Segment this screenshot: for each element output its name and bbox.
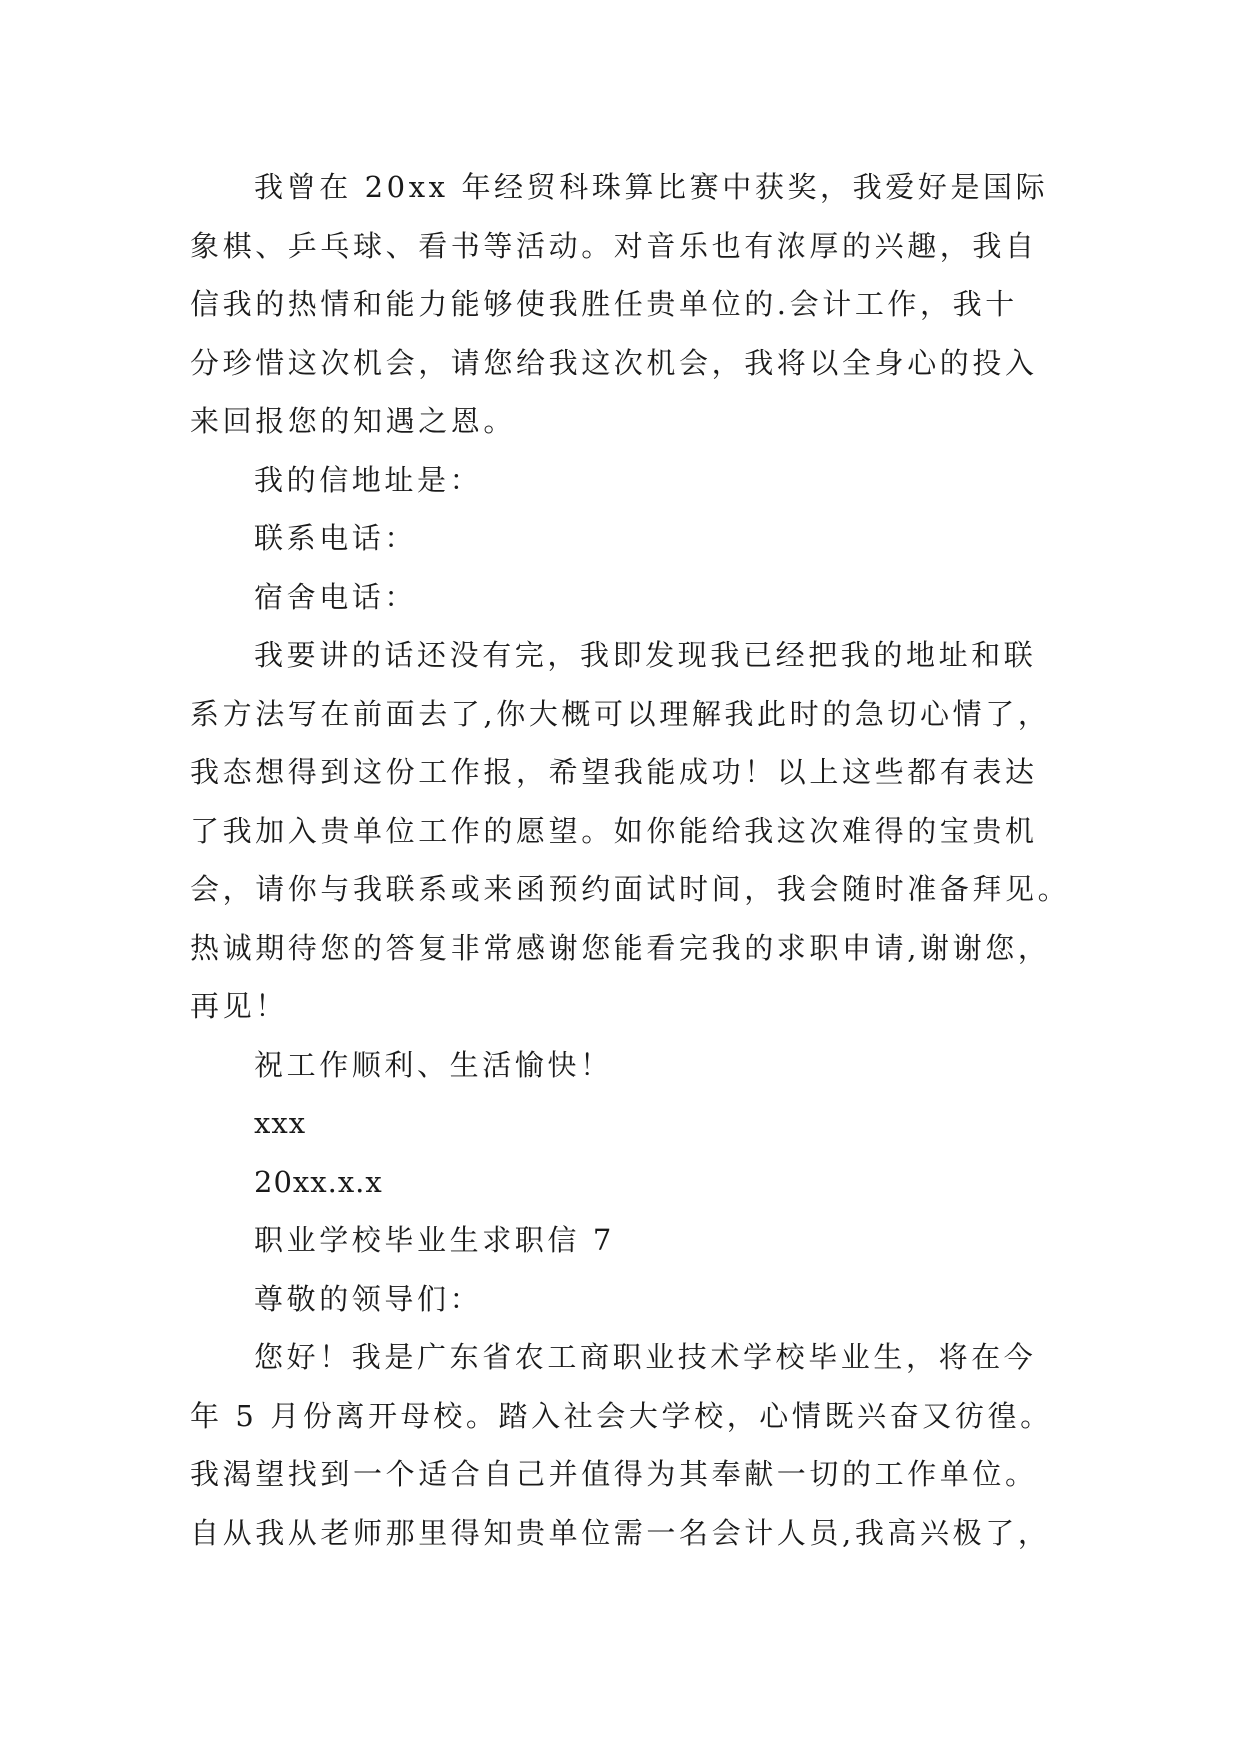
paragraph-line: 系方法写在前面去了,你大概可以理解我此时的急切心情了， bbox=[190, 696, 1051, 731]
phone-label: 联系电话： bbox=[254, 521, 418, 555]
paragraph-line: 我态想得到这份工作报，希望我能成功！以上这些都有表达 bbox=[190, 755, 1038, 789]
signature-name: xxx bbox=[254, 1106, 307, 1140]
paragraph-line: 会，请你与我联系或来函预约面试时间，我会随时准备拜见。 bbox=[190, 872, 1071, 906]
section-title: 职业学校毕业生求职信 7 bbox=[254, 1223, 615, 1257]
dorm-phone-label: 宿舍电话： bbox=[254, 579, 418, 614]
paragraph-line: 来回报您的知遇之恩。 bbox=[190, 404, 517, 438]
paragraph-line: 热诚期待您的答复非常感谢您能看完我的求职申请,谢谢您， bbox=[190, 930, 1051, 965]
closing-wish: 祝工作顺利、生活愉快！ bbox=[254, 1047, 613, 1082]
paragraph-line: 自从我从老师那里得知贵单位需一名会计人员,我高兴极了， bbox=[190, 1515, 1051, 1550]
address-label: 我的信地址是： bbox=[254, 462, 483, 497]
paragraph-line: 信我的热情和能力能够使我胜任贵单位的.会计工作，我十 bbox=[190, 287, 1018, 321]
document-body bbox=[190, 158, 1071, 1562]
paragraph-line: 年 5 月份离开母校。踏入社会大学校，心情既兴奋又彷徨。 bbox=[190, 1398, 1053, 1433]
paragraph-line: 了我加入贵单位工作的愿望。如你能给我这次难得的宝贵机 bbox=[190, 813, 1038, 848]
signature-date: 20xx.x.x bbox=[254, 1164, 383, 1199]
paragraph-line: 象棋、乒乓球、看书等活动。对音乐也有浓厚的兴趣，我自 bbox=[190, 228, 1038, 263]
salutation: 尊敬的领导们： bbox=[254, 1281, 483, 1316]
paragraph-line: 我要讲的话还没有完，我即发现我已经把我的地址和联 bbox=[254, 638, 1037, 672]
paragraph-line: 再见！ bbox=[190, 989, 288, 1023]
paragraph-line: 我渴望找到一个适合自己并值得为其奉献一切的工作单位。 bbox=[190, 1457, 1038, 1491]
paragraph-line: 我曾在 20xx 年经贸科珠算比赛中获奖，我爱好是国际 bbox=[254, 170, 1049, 204]
paragraph-line: 分珍惜这次机会，请您给我这次机会，我将以全身心的投入 bbox=[190, 345, 1038, 380]
paragraph-line: 您好！我是广东省农工商职业技术学校毕业生，将在今 bbox=[254, 1340, 1037, 1374]
